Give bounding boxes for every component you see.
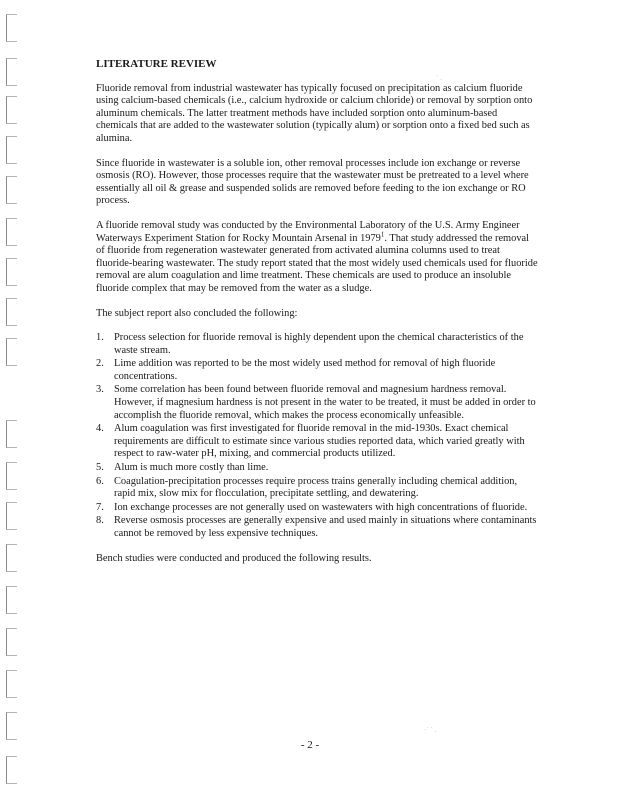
binder-mark (6, 298, 17, 326)
list-intro: The subject report also concluded the following: (96, 307, 298, 319)
footnote-ref: 1 (380, 230, 385, 239)
paragraph-text: . That study addressed the removal of fluoride from regeneration wastewater generated from activated alumina columns used to treat fluoride-bearing wastewater. The study report stated that the most widely used chemicals used for fluoride removal are alum coagulation and lime treatment. These chemicals are used to produce an insoluble fluoride complex that may be removed from the water as a sludge. (96, 232, 538, 294)
binder-mark (6, 420, 17, 448)
binder-mark (6, 712, 17, 740)
list-text: Alum coagulation was first investigated for fluoride removal in the mid-1930s. Exact chemical requirements are difficult to estimate since various studies reported data, which varied greatly with respect to raw-water pH, mixing, and commercial products utilized. (114, 423, 525, 460)
list-text: Some correlation has been found between fluoride removal and magnesium hardness removal. However, if magnesium hardness is not present in the water to be treated, it must be added in order to accomplish the fluoride removal, which makes the process economically unfeasible. (114, 384, 536, 421)
list-item (96, 332, 538, 357)
paragraph: Fluoride removal from industrial wastewater has typically focused on precipitation as calcium fluoride using calcium-based chemicals (i.e., calcium hydroxide or calcium chloride) or removal by sorption onto aluminum chemicals. The latter treatment methods have included sorption onto aluminum-based chemicals that are added to the wastewater solution (typically alum) or sorption onto a fixed bed such as alumina. (96, 82, 533, 144)
closing-paragraph: Bench studies were conducted and produced the following results. (96, 552, 372, 564)
binder-mark (6, 176, 17, 204)
binder-mark (6, 544, 17, 572)
section-heading: LITERATURE REVIEW (96, 58, 217, 70)
paragraph (96, 220, 538, 296)
list-item (96, 358, 538, 383)
list-item (96, 384, 538, 422)
list-number: 1. (96, 332, 104, 344)
list-item (96, 462, 538, 475)
list-number: 7. (96, 501, 104, 513)
page-body (96, 58, 538, 577)
binder-mark (6, 58, 17, 86)
list-item (96, 502, 538, 515)
scan-speck: ˙ . (436, 74, 442, 82)
paragraph-text: A fluoride removal study was conducted by the Environmental Laboratory of the U.S. Army Engineer Waterways Experiment Station for Rocky Mountain Arsenal in 1979 (96, 219, 520, 244)
list-item (96, 423, 538, 461)
binder-mark (6, 586, 17, 614)
binder-mark (6, 670, 17, 698)
list-text: Process selection for fluoride removal is highly dependent upon the chemical characteristics of the waste stream. (114, 332, 524, 356)
conclusions-list (96, 332, 538, 541)
scan-speck: ·˙ ˙ . (424, 726, 437, 734)
binder-mark (6, 502, 17, 530)
list-text: Reverse osmosis processes are generally expensive and used mainly in situations where contaminants cannot be removed by less expensive techniques. (114, 515, 537, 539)
page-number: - 2 - (300, 739, 320, 751)
binder-mark (6, 338, 17, 366)
list-text: Alum is much more costly than lime. (114, 462, 269, 474)
binder-mark (6, 136, 17, 164)
binder-mark (6, 218, 17, 246)
paragraph: Since fluoride in wastewater is a soluble ion, other removal processes include ion exchange or reverse osmosis (RO). However, those processes require that the wastewater must be pretreated to a level where essentially all oil & grease and suspended solids are removed before feeding to the ion exchange or RO process. (96, 157, 529, 207)
list-text: Lime addition was reported to be the most widely used method for removal of high fluoride concentrations. (114, 358, 496, 382)
list-item (96, 476, 538, 501)
list-text: Coagulation-precipitation processes require process trains generally including chemical addition, rapid mix, slow mix for flocculation, precipitate settling, and dewatering. (114, 475, 518, 500)
binder-mark (6, 628, 17, 656)
binder-mark (6, 756, 17, 784)
list-number: 6. (96, 475, 104, 487)
list-number: 4. (96, 423, 104, 435)
binder-mark (6, 96, 17, 124)
list-number: 8. (96, 515, 104, 527)
list-item (96, 515, 538, 540)
binder-mark (6, 462, 17, 490)
list-number: 3. (96, 384, 104, 396)
binder-mark (6, 14, 17, 42)
binder-mark (6, 258, 17, 286)
list-number: 2. (96, 358, 104, 370)
list-text: Ion exchange processes are not generally used on wastewaters with high concentrations of fluoride. (114, 501, 528, 513)
list-number: 5. (96, 462, 104, 474)
